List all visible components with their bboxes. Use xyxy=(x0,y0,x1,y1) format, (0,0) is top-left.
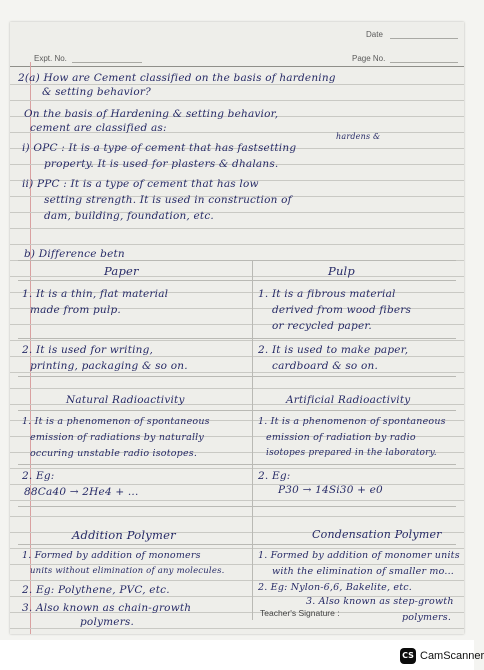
table-top-border xyxy=(18,260,456,261)
table1-r1-right-3: or recycled paper. xyxy=(272,320,372,332)
table3-r1-left-1: 1. Formed by addition of monomers xyxy=(22,550,201,561)
table2-header-left: Natural Radioactivity xyxy=(66,394,185,406)
table2-r1-left-3: occuring unstable radio isotopes. xyxy=(30,448,198,459)
table3-r1-right-1: 1. Formed by addition of monomer units xyxy=(258,550,460,561)
ruled-line xyxy=(10,500,464,501)
header-rule xyxy=(10,66,464,67)
table1-header-border xyxy=(18,280,456,281)
table2-r2-right-2: P30 → 14Si30 + e0 xyxy=(278,484,383,496)
table2-r1-left-2: emission of radiations by naturally xyxy=(30,432,204,443)
table3-header-left: Addition Polymer xyxy=(72,528,176,542)
table1-bottom-border xyxy=(18,376,456,377)
table2-bottom-border xyxy=(18,506,456,507)
expt-no-label: Expt. No. xyxy=(34,54,67,63)
ruled-line xyxy=(10,228,464,229)
table1-header-left: Paper xyxy=(104,264,139,278)
ruled-line xyxy=(10,468,464,469)
ruled-line xyxy=(10,324,464,325)
table1-r1-left-2: made from pulp. xyxy=(30,304,121,316)
table3-r1-left-2: units without elimination of any molecules. xyxy=(30,566,225,576)
notebook-page xyxy=(10,22,464,634)
ruled-line xyxy=(10,516,464,517)
table2-r2-right-1: 2. Eg: xyxy=(258,470,291,482)
table3-r1-right-2: with the elimination of smaller mo... xyxy=(272,566,455,577)
page-no-line xyxy=(390,62,458,63)
expt-no-line xyxy=(72,62,142,63)
table3-r2-right-1: 2. Eg: Nylon-6,6, Bakelite, etc. xyxy=(258,582,412,593)
ruled-line xyxy=(10,564,464,565)
table3-r3-right-2: polymers. xyxy=(402,612,452,623)
table2-r1-right-2: emission of radiation by radio xyxy=(266,432,416,443)
table2-header-border xyxy=(18,410,456,411)
table1-r2-right-2: cardboard & so on. xyxy=(272,360,379,372)
camscanner-icon: CS xyxy=(400,648,416,664)
table3-r3-right-1: 3. Also known as step-growth xyxy=(306,596,454,607)
table2-r2-left-1: 2. Eg: xyxy=(22,470,55,482)
question-a-line-2: & setting behavior? xyxy=(42,86,151,98)
table3-r3-left-2: polymers. xyxy=(80,616,135,628)
table2-r1-right-3: isotopes prepared in the laboratory. xyxy=(266,448,437,458)
ruled-line xyxy=(10,244,464,245)
answer-a-line-1: On the basis of Hardening & setting behavior, xyxy=(24,108,279,120)
table-center-divider xyxy=(252,260,253,620)
page-no-label: Page No. xyxy=(352,54,386,63)
table2-header-right: Artificial Radioactivity xyxy=(286,394,411,406)
table1-r2-left-2: printing, packaging & so on. xyxy=(30,360,188,372)
date-line xyxy=(390,38,458,39)
table3-r3-left-1: 3. Also known as chain-growth xyxy=(22,602,192,614)
table3-r2-left-1: 2. Eg: Polythene, PVC, etc. xyxy=(22,584,170,596)
date-label: Date xyxy=(366,30,383,39)
answer-a-line-2: cement are classified as: xyxy=(30,122,167,134)
ppc-line-1: ii) PPC : It is a type of cement that has low xyxy=(22,178,259,190)
ruled-line xyxy=(10,340,464,341)
camscanner-label: CamScanner xyxy=(420,650,484,662)
ruled-line xyxy=(10,372,464,373)
ruled-line xyxy=(10,628,464,629)
table1-row-border xyxy=(18,338,456,339)
opc-line-1: i) OPC : It is a type of cement that has fastsetting xyxy=(22,142,297,154)
table1-r1-left-1: 1. It is a thin, flat material xyxy=(22,288,169,300)
ruled-line xyxy=(10,388,464,389)
opc-line-2: property. It is used for plasters & dhalans. xyxy=(44,158,279,170)
teacher-signature-label: Teacher's Signature : xyxy=(260,608,340,618)
question-a-line-1: 2(a) How are Cement classified on the basis of hardening xyxy=(18,72,336,84)
table1-r2-right-1: 2. It is used to make paper, xyxy=(258,344,409,356)
question-b-title: b) Difference betn xyxy=(24,248,125,260)
table2-r2-left-2: 88Ca40 → 2He4 + ... xyxy=(24,486,139,498)
table1-r2-left-1: 2. It is used for writing, xyxy=(22,344,154,356)
ruled-line xyxy=(10,276,464,277)
ruled-line xyxy=(10,356,464,357)
ruled-line xyxy=(10,484,464,485)
table2-r1-right-1: 1. It is a phenomenon of spontaneous xyxy=(258,416,446,427)
ruled-line xyxy=(10,84,464,85)
ppc-line-3: dam, building, foundation, etc. xyxy=(44,210,214,222)
table1-header-right: Pulp xyxy=(328,264,355,278)
table1-r1-right-2: derived from wood fibers xyxy=(272,304,412,316)
table3-header-right: Condensation Polymer xyxy=(312,528,442,541)
table3-header-border xyxy=(18,544,456,545)
table2-row-border xyxy=(18,464,456,465)
ruled-line xyxy=(10,548,464,549)
ruled-line xyxy=(10,100,464,101)
ruled-line xyxy=(10,580,464,581)
table2-r1-left-1: 1. It is a phenomenon of spontaneous xyxy=(22,416,210,427)
ppc-line-2: setting strength. It is used in construction of xyxy=(44,194,292,206)
opc-insert-note: hardens & xyxy=(336,132,381,141)
table1-r1-right-1: 1. It is a fibrous material xyxy=(258,288,396,300)
